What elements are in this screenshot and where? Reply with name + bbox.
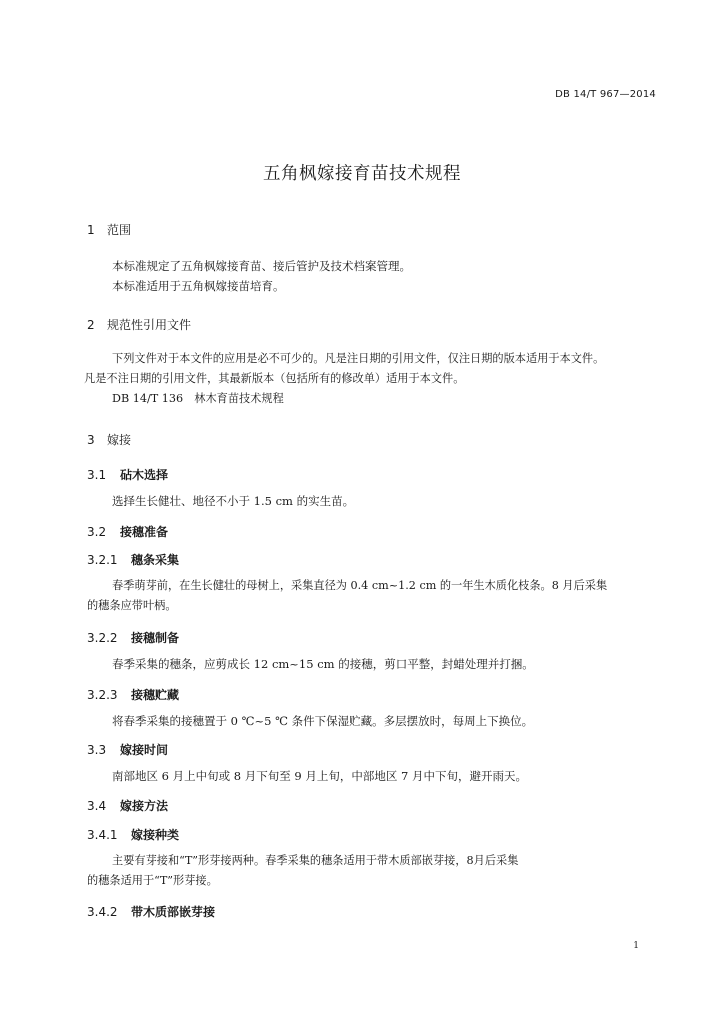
page-number: 1 <box>633 941 639 951</box>
section-heading-3-4-1 <box>87 826 179 843</box>
section-number: 3.3 <box>87 743 107 757</box>
section-heading-3-2-3 <box>87 686 179 703</box>
section-title: 砧木选择 <box>120 468 169 482</box>
paragraph-grafting-time <box>87 766 657 786</box>
paragraph-scion-preparation <box>87 654 657 674</box>
standard-code: DB 14/T 967—2014 <box>555 89 656 100</box>
paragraph-line: 的穗条适用于“T”形芽接。 <box>87 874 218 887</box>
paragraph-line: 主要有芽接和“T”形芽接两种。春季采集的穗条适用于带木质部嵌芽接，8月后采集 <box>112 854 519 867</box>
section-title: 穗条采集 <box>131 553 180 567</box>
section-title: 范围 <box>107 223 132 237</box>
section-title: 嫁接 <box>107 433 132 447</box>
paragraph-references <box>84 349 657 409</box>
section-heading-3-2 <box>87 523 168 540</box>
document-title: 五角枫嫁接育苗技术规程 <box>263 164 461 184</box>
paragraph-grafting-types <box>87 851 657 891</box>
section-number: 3.4.1 <box>87 828 118 842</box>
section-title: 接穗贮藏 <box>131 688 180 702</box>
section-number: 3 <box>87 433 95 447</box>
section-number: 3.2.2 <box>87 631 118 645</box>
reference-item: DB 14/T 136 林木育苗技术规程 <box>112 392 284 405</box>
paragraph-line: 选择生长健壮、地径不小于 1.5 cm 的实生苗。 <box>112 494 355 508</box>
paragraph-rootstock <box>87 491 657 511</box>
paragraph-line: 本标准规定了五角枫嫁接育苗、接后管护及技术档案管理。 <box>112 259 411 273</box>
paragraph-line: 本标准适用于五角枫嫁接苗培育。 <box>112 279 285 293</box>
section-heading-3-3 <box>87 741 168 758</box>
section-number: 2 <box>87 318 95 332</box>
section-number: 3.2.1 <box>87 553 118 567</box>
section-number: 1 <box>87 223 95 237</box>
section-number: 3.1 <box>87 468 107 482</box>
section-title: 接穗制备 <box>131 631 180 645</box>
section-title: 嫁接方法 <box>120 799 169 813</box>
section-heading-3-4 <box>87 797 168 814</box>
section-heading-1 <box>87 221 131 238</box>
paragraph-line: 将春季采集的接穗置于 0 ℃~5 ℃ 条件下保湿贮藏。多层摆放时，每周上下换位。 <box>112 714 534 728</box>
paragraph-line: 春季萌芽前，在生长健壮的母树上，采集直径为 0.4 cm~1.2 cm 的一年生木质化枝条。8 月后采集 <box>112 579 608 592</box>
paragraph-line: 春季采集的穗条，应剪成长 12 cm~15 cm 的接穗，剪口平整，封蜡处理并打捆。 <box>112 657 534 671</box>
section-heading-3-1 <box>87 466 168 483</box>
section-title: 嫁接种类 <box>131 828 180 842</box>
section-title: 嫁接时间 <box>120 743 169 757</box>
section-title: 规范性引用文件 <box>107 318 192 332</box>
paragraph-line: 凡是不注日期的引用文件，其最新版本（包括所有的修改单）适用于本文件。 <box>84 372 465 385</box>
section-number: 3.4.2 <box>87 905 118 919</box>
section-title: 带木质部嵌芽接 <box>131 905 216 919</box>
section-heading-3-2-2 <box>87 629 179 646</box>
section-heading-3-2-1 <box>87 551 179 568</box>
section-number: 3.2.3 <box>87 688 118 702</box>
section-number: 3.2 <box>87 525 107 539</box>
section-title: 接穗准备 <box>120 525 169 539</box>
paragraph-line: 下列文件对于本文件的应用是必不可少的。凡是注日期的引用文件，仅注日期的版本适用于本文件。 <box>112 352 605 365</box>
paragraph-scope <box>87 256 657 296</box>
section-heading-2 <box>87 316 191 333</box>
paragraph-scion-storage <box>87 711 657 731</box>
section-heading-3-4-2 <box>87 903 215 920</box>
section-heading-3 <box>87 431 131 448</box>
paragraph-scion-collection <box>87 576 657 616</box>
paragraph-line: 南部地区 6 月上中旬或 8 月下旬至 9 月上旬，中部地区 7 月中下旬，避开雨天。 <box>112 769 528 783</box>
section-number: 3.4 <box>87 799 107 813</box>
paragraph-line: 的穗条应带叶柄。 <box>87 599 177 612</box>
